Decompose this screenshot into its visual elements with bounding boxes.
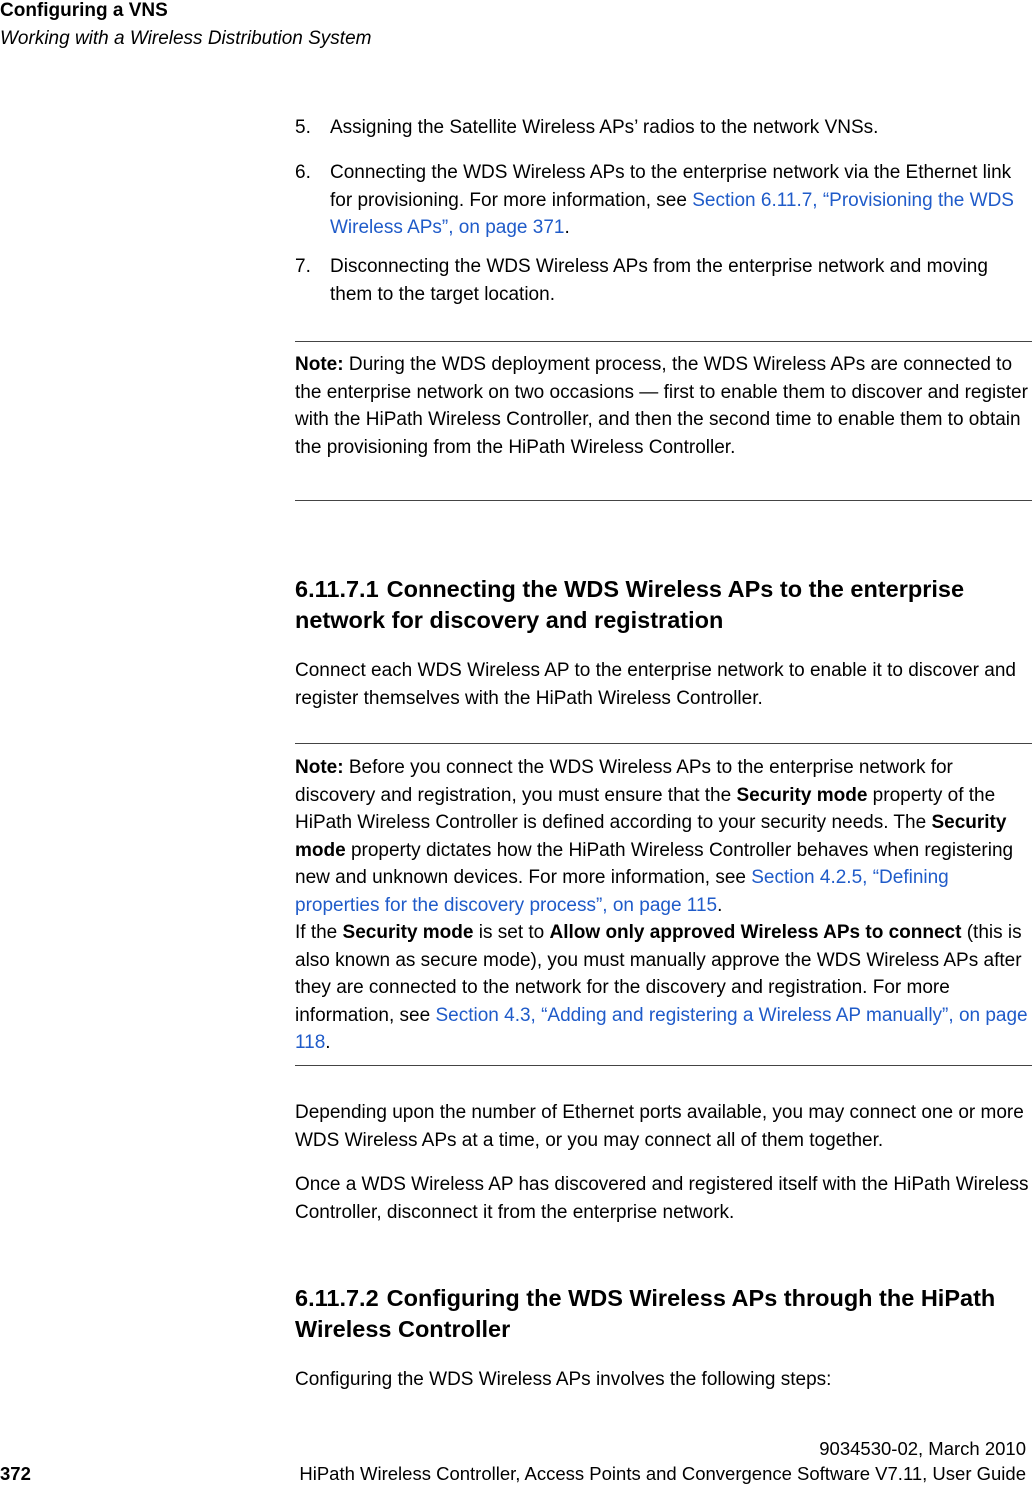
link-section-6-11-7[interactable]: Section 6.11.7, “Provisioning the WDS Wireless APs”, on page 371 xyxy=(330,189,1014,238)
footer-page-number: 372 xyxy=(0,1463,31,1484)
footer-guide-title: HiPath Wireless Controller, Access Points and Convergence Software V7.11, User Guide xyxy=(299,1463,1026,1484)
section-title: Configuring the WDS Wireless APs through the HiPath Wireless Controller xyxy=(295,1285,996,1342)
footer-doc-id: 9034530-02, March 2010 xyxy=(819,1438,1026,1459)
step-item-7 xyxy=(295,253,1032,308)
term-security-mode: Security mode xyxy=(736,784,868,806)
step-number: 7. xyxy=(295,256,311,277)
step-text xyxy=(330,159,1032,242)
step-text-end: . xyxy=(564,217,570,238)
running-header-chapter: Configuring a VNS xyxy=(0,0,168,21)
section-heading-6-11-7-1 xyxy=(295,574,1032,636)
note-rule-bottom xyxy=(295,1065,1032,1066)
step-text: Assigning the Satellite Wireless APs’ radios to the network VNSs. xyxy=(330,117,879,138)
paragraph-ethernet-ports: Depending upon the number of Ethernet ports available, you may connect one or more WDS Wireless APs at a time, or you may connect all of them together. xyxy=(295,1102,1024,1151)
step-text: Disconnecting the WDS Wireless APs from the enterprise network and moving them to the target location. xyxy=(330,256,988,305)
step-item-5 xyxy=(295,114,1032,142)
note-deployment xyxy=(295,351,1032,461)
note-text: . xyxy=(325,1032,331,1053)
note-text: If the xyxy=(295,922,343,943)
running-header-section: Working with a Wireless Distribution System xyxy=(0,28,372,49)
section-intro: Connect each WDS Wireless AP to the enterprise network to enable it to discover and register themselves with the HiPath Wireless Controller. xyxy=(295,660,1016,709)
step-number: 5. xyxy=(295,117,311,138)
term-security-mode: Security mode xyxy=(295,812,1007,861)
paragraph-disconnect: Once a WDS Wireless AP has discovered and registered itself with the HiPath Wireless Controller, disconnect it from the enterprise network. xyxy=(295,1174,1029,1223)
note-label: Note: xyxy=(295,354,344,375)
step-text-lead: Connecting the WDS Wireless APs to the enterprise network via the Ethernet link for provisioning. For more information, see xyxy=(330,162,1012,211)
term-security-mode: Security mode xyxy=(342,922,474,943)
note-text: property of the HiPath Wireless Controller is defined according to your security needs. The xyxy=(295,784,996,833)
section-number: 6.11.7.2 xyxy=(295,1285,379,1311)
section-heading-6-11-7-2 xyxy=(295,1283,1032,1345)
section-number: 6.11.7.1 xyxy=(295,576,379,602)
section-title: Connecting the WDS Wireless APs to the enterprise network for discovery and registration xyxy=(295,576,965,633)
note-rule-top xyxy=(295,341,1032,342)
note-rule-top xyxy=(295,743,1032,744)
link-section-4-2-5[interactable]: Section 4.2.5, “Defining properties for the discovery process”, on page 115 xyxy=(295,867,949,916)
note-text: (this is also known as secure mode), you must manually approve the WDS Wireless APs after they are connected to the network for the discovery and registration. For more information, see xyxy=(295,922,1022,1026)
note-text: is set to xyxy=(473,922,550,943)
section-intro: Configuring the WDS Wireless APs involves the following steps: xyxy=(295,1369,832,1390)
note-text: Before you connect the WDS Wireless APs to the enterprise network for discovery and registration, you must ensure that the xyxy=(295,757,953,806)
step-number: 6. xyxy=(295,162,311,183)
step-item-6 xyxy=(295,159,1032,242)
note-text: During the WDS deployment process, the WDS Wireless APs are connected to the enterprise network on two occasions — first to enable them to discover and register with the HiPath Wireless Controller, and then the second time to enable them to obtain the provisioning from the HiPath Wireless Controller. xyxy=(295,354,1028,458)
note-rule-bottom xyxy=(295,500,1032,501)
note-security-mode xyxy=(295,754,1032,1057)
link-section-4-3[interactable]: Section 4.3, “Adding and registering a Wireless AP manually”, on page 118 xyxy=(295,1004,1028,1053)
term-allow-only-approved: Allow only approved Wireless APs to connect xyxy=(549,922,962,943)
note-text: . xyxy=(717,894,723,916)
note-text: property dictates how the HiPath Wireless Controller behaves when registering new and unknown devices. For more information, see xyxy=(295,839,1014,888)
note-label: Note: xyxy=(295,757,344,778)
